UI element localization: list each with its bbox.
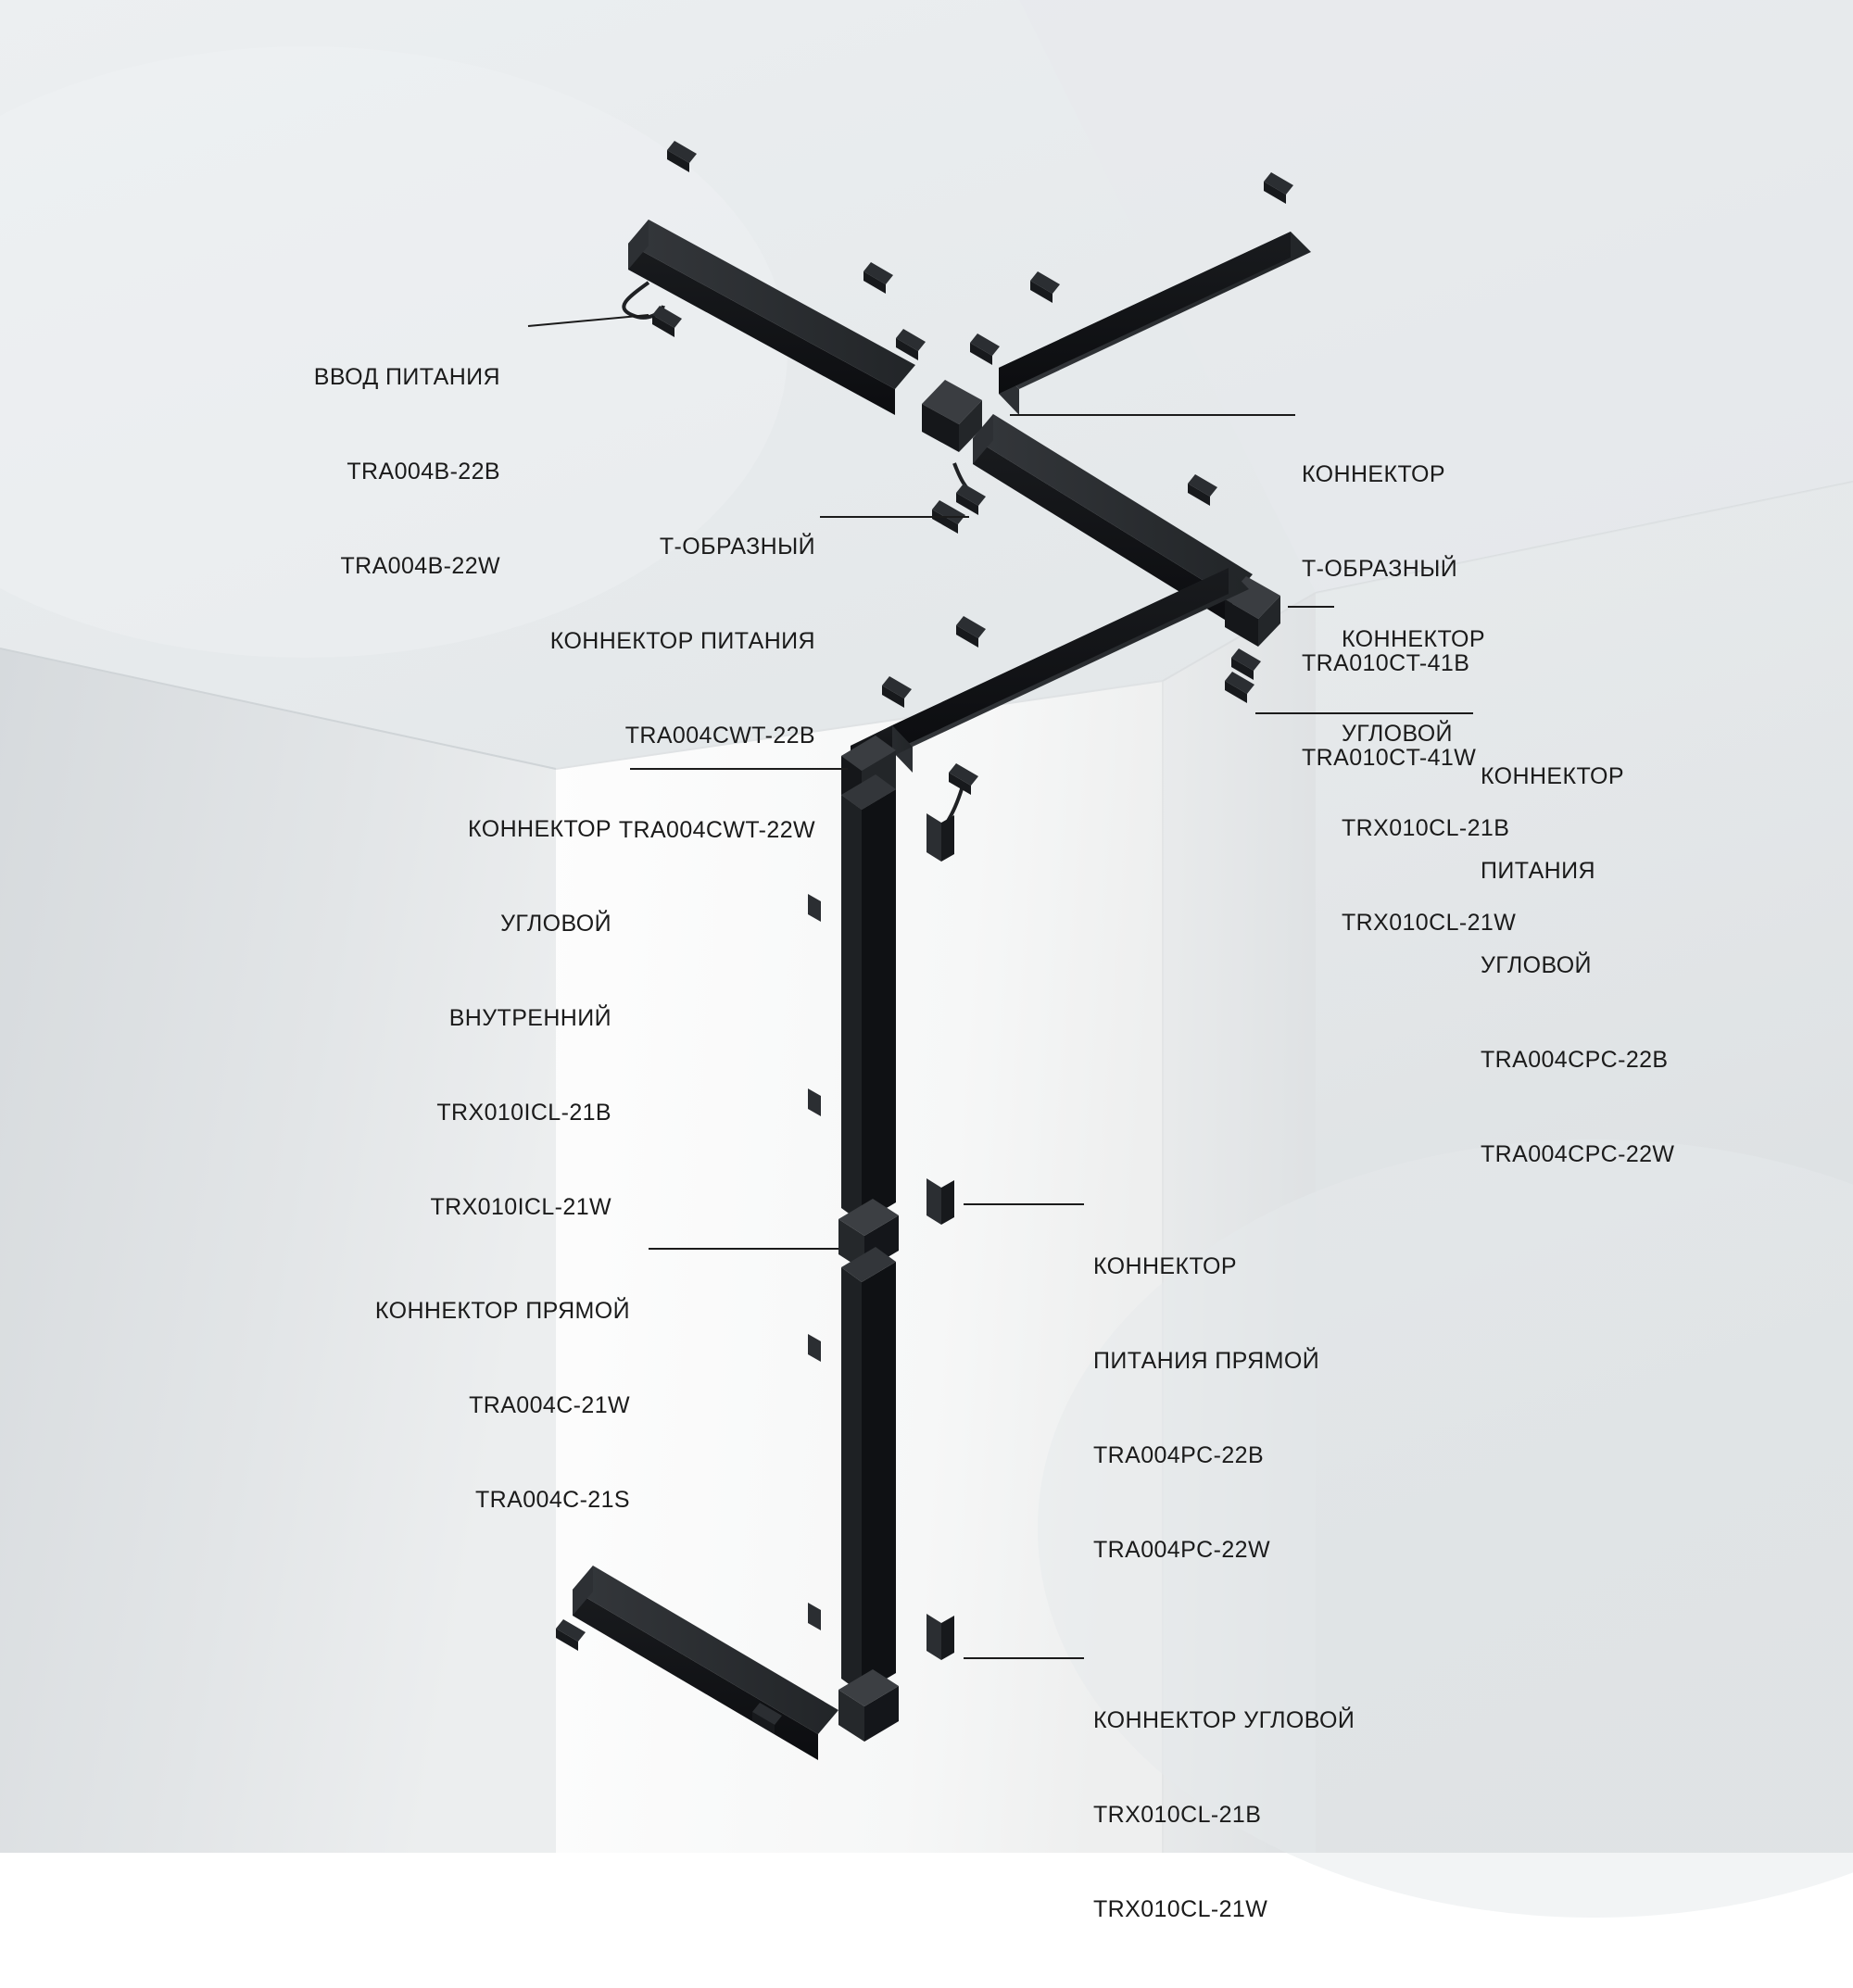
corner-power-connector-piece bbox=[1225, 648, 1261, 703]
label-line: КОННЕКТОР ПИТАНИЯ bbox=[549, 628, 815, 654]
label-line: TRA004C-21W bbox=[469, 1392, 630, 1418]
corner-connector-bottom-piece bbox=[926, 1614, 954, 1660]
label-line: TRX010CL-21W bbox=[1342, 910, 1517, 936]
label-line: TRX010ICL-21W bbox=[430, 1194, 611, 1220]
label-line: TRA004PC-22W bbox=[1093, 1537, 1270, 1563]
label-line: TRX010ICL-21B bbox=[436, 1100, 611, 1126]
track-bottom-left bbox=[573, 1566, 838, 1760]
label-inner-corner-connector bbox=[167, 750, 611, 1286]
label-line: TRA010CT-41W bbox=[1302, 745, 1477, 771]
label-line: ВНУТРЕННИЙ bbox=[448, 1005, 611, 1031]
label-line: TRA004CPC-22B bbox=[1481, 1047, 1669, 1073]
straight-power-connector-body bbox=[926, 1178, 954, 1225]
label-line: УГЛОВОЙ bbox=[500, 911, 611, 937]
label-line: TRA004CWT-22W bbox=[618, 817, 815, 843]
label-line: КОННЕКТОР bbox=[1302, 461, 1445, 487]
label-line: TRA004C-21S bbox=[475, 1487, 630, 1513]
label-corner-connector-bottom bbox=[1093, 1642, 1538, 1988]
label-line: УГЛОВОЙ bbox=[1342, 721, 1453, 747]
label-line: TRA004PC-22B bbox=[1093, 1442, 1265, 1468]
label-straight-connector bbox=[167, 1232, 630, 1579]
label-corner-power-connector bbox=[1481, 698, 1851, 1233]
track-ceiling-corner-to-inner bbox=[892, 568, 1249, 773]
label-line: TRA004B-22W bbox=[340, 553, 500, 579]
label-line: ПИТАНИЯ bbox=[1481, 858, 1595, 884]
track-ceiling-right bbox=[999, 232, 1311, 415]
label-line: КОННЕКТОР bbox=[1093, 1253, 1237, 1279]
track-wall-upper bbox=[841, 774, 896, 1223]
label-line: TRA004CPC-22W bbox=[1481, 1141, 1675, 1167]
label-straight-power-connector bbox=[1093, 1188, 1519, 1629]
label-line: КОННЕКТОР ПРЯМОЙ bbox=[374, 1298, 630, 1324]
label-line: ВВОД ПИТАНИЯ bbox=[313, 364, 500, 390]
label-line: TRA010CT-41B bbox=[1302, 650, 1470, 676]
label-line: Т-ОБРАЗНЫЙ bbox=[1302, 556, 1458, 582]
label-line: Т-ОБРАЗНЫЙ bbox=[659, 534, 815, 560]
label-line: TRX010CL-21B bbox=[1342, 815, 1510, 841]
label-line: TRA004CWT-22B bbox=[624, 723, 815, 749]
label-line: УГЛОВОЙ bbox=[1481, 952, 1592, 978]
label-line: ПИТАНИЯ ПРЯМОЙ bbox=[1093, 1348, 1320, 1374]
t-power-connector-plug bbox=[932, 484, 986, 534]
label-line: TRX010CL-21B bbox=[1093, 1802, 1262, 1828]
track-wall-lower bbox=[841, 1247, 896, 1693]
power-input-plug bbox=[652, 306, 682, 337]
label-line: TRA004B-22B bbox=[347, 459, 500, 484]
label-line: КОННЕКТОР bbox=[468, 816, 611, 842]
label-line: КОННЕКТОР bbox=[1481, 763, 1624, 789]
label-line: TRX010CL-21W bbox=[1093, 1896, 1268, 1922]
label-line: КОННЕКТОР УГЛОВОЙ bbox=[1093, 1707, 1355, 1733]
label-line: КОННЕКТОР bbox=[1342, 626, 1485, 652]
